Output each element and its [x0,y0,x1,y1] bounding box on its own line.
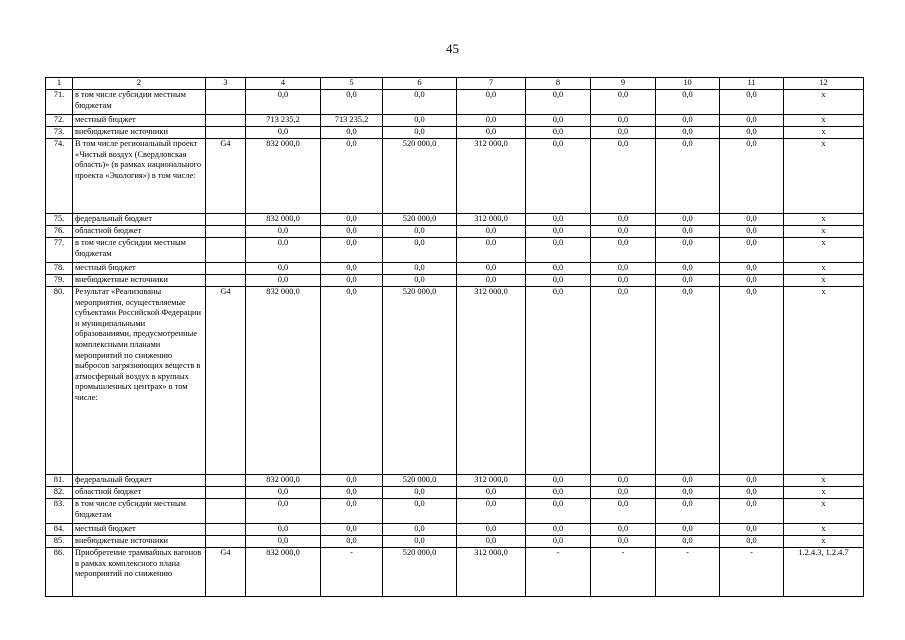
value-col-10: 0,0 [656,499,720,524]
value-col-6: 520 000,0 [383,214,457,226]
row-description: В том числе региональный проект «Чистый воздух (Свердловская область)» (в рамках национального проекта «Экология») в том числе: [73,139,206,214]
row-number: 80. [46,287,73,475]
row-description: Результат «Реализованы мероприятия, осуществляемые субъектами Российской Федерации и муниципальными образованиями, предусмотренные комплексными планами мероприятий по снижению выбросов загрязняющих веществ в атмосферный воздух в крупных промышленных центрах» в том числе: [73,287,206,475]
table-row [46,548,864,597]
value-col-4: 832 000,0 [246,548,321,597]
value-col-4: 832 000,0 [246,287,321,475]
column-number-9: 9 [591,78,656,90]
row-number: 72. [46,115,73,127]
row-reference: х [784,127,864,139]
value-col-5: 0,0 [321,287,383,475]
value-col-5: 0,0 [321,536,383,548]
value-col-8: 0,0 [526,127,591,139]
row-description: в том числе субсидии местным бюджетам [73,499,206,524]
value-col-5: 0,0 [321,499,383,524]
value-col-10: 0,0 [656,90,720,115]
value-col-4: 713 235,2 [246,115,321,127]
column-number-5: 5 [321,78,383,90]
value-col-9: 0,0 [591,263,656,275]
value-col-6: 0,0 [383,226,457,238]
column-number-2: 2 [73,78,206,90]
value-col-4: 0,0 [246,127,321,139]
value-col-5: 0,0 [321,214,383,226]
value-col-4: 0,0 [246,499,321,524]
value-col-6: 520 000,0 [383,475,457,487]
row-description: областной бюджет [73,487,206,499]
row-number: 83. [46,499,73,524]
value-col-10: 0,0 [656,287,720,475]
value-col-6: 0,0 [383,524,457,536]
value-col-4: 832 000,0 [246,475,321,487]
value-col-10: 0,0 [656,487,720,499]
value-col-7: 312 000,0 [457,139,526,214]
row-code [206,127,246,139]
value-col-8: 0,0 [526,238,591,263]
row-description: областной бюджет [73,226,206,238]
row-code [206,524,246,536]
row-code: G4 [206,287,246,475]
value-col-8: 0,0 [526,275,591,287]
row-number: 84. [46,524,73,536]
column-number-12: 12 [784,78,864,90]
value-col-9: 0,0 [591,214,656,226]
value-col-6: 0,0 [383,487,457,499]
row-reference: х [784,275,864,287]
value-col-10: 0,0 [656,536,720,548]
column-number-7: 7 [457,78,526,90]
value-col-11: 0,0 [720,275,784,287]
value-col-5: 0,0 [321,90,383,115]
value-col-8: 0,0 [526,536,591,548]
value-col-11: 0,0 [720,475,784,487]
value-col-8: 0,0 [526,90,591,115]
value-col-10: 0,0 [656,238,720,263]
value-col-4: 0,0 [246,226,321,238]
row-number: 78. [46,263,73,275]
value-col-8: 0,0 [526,263,591,275]
value-col-4: 0,0 [246,536,321,548]
row-code: G4 [206,139,246,214]
row-reference: х [784,90,864,115]
page-number: 45 [446,41,459,56]
row-number: 71. [46,90,73,115]
row-number: 74. [46,139,73,214]
value-col-5: - [321,548,383,597]
value-col-7: 0,0 [457,487,526,499]
table-row [46,263,864,275]
value-col-11: 0,0 [720,238,784,263]
value-col-9: 0,0 [591,287,656,475]
row-description: местный бюджет [73,263,206,275]
value-col-4: 0,0 [246,524,321,536]
row-reference: х [784,238,864,263]
value-col-10: 0,0 [656,263,720,275]
row-reference: х [784,115,864,127]
row-number: 73. [46,127,73,139]
value-col-7: 0,0 [457,90,526,115]
value-col-7: 0,0 [457,115,526,127]
column-number-6: 6 [383,78,457,90]
row-code [206,226,246,238]
value-col-6: 0,0 [383,275,457,287]
value-col-6: 0,0 [383,536,457,548]
value-col-11: 0,0 [720,139,784,214]
row-code [206,475,246,487]
row-description: внебюджетные источники [73,127,206,139]
table-row [46,115,864,127]
value-col-5: 0,0 [321,226,383,238]
value-col-10: 0,0 [656,275,720,287]
column-number-11: 11 [720,78,784,90]
row-number: 82. [46,487,73,499]
table-row [46,536,864,548]
row-description: в том числе субсидии местным бюджетам [73,90,206,115]
value-col-11: 0,0 [720,115,784,127]
table-header-row [46,78,864,90]
table-row [46,226,864,238]
value-col-7: 0,0 [457,226,526,238]
value-col-7: 0,0 [457,275,526,287]
value-col-5: 0,0 [321,475,383,487]
value-col-7: 0,0 [457,499,526,524]
value-col-11: 0,0 [720,90,784,115]
value-col-11: 0,0 [720,214,784,226]
value-col-11: 0,0 [720,263,784,275]
row-description: местный бюджет [73,524,206,536]
value-col-6: 0,0 [383,127,457,139]
value-col-9: 0,0 [591,475,656,487]
value-col-8: 0,0 [526,226,591,238]
value-col-7: 312 000,0 [457,214,526,226]
value-col-11: 0,0 [720,499,784,524]
value-col-7: 312 000,0 [457,548,526,597]
row-description: в том числе субсидии местным бюджетам [73,238,206,263]
value-col-11: - [720,548,784,597]
value-col-8: 0,0 [526,487,591,499]
column-number-4: 4 [246,78,321,90]
row-number: 79. [46,275,73,287]
value-col-5: 0,0 [321,238,383,263]
row-reference: х [784,475,864,487]
row-description: внебюджетные источники [73,536,206,548]
value-col-8: 0,0 [526,524,591,536]
value-col-7: 0,0 [457,536,526,548]
value-col-6: 0,0 [383,499,457,524]
value-col-9: 0,0 [591,127,656,139]
value-col-10: 0,0 [656,524,720,536]
value-col-8: 0,0 [526,475,591,487]
row-reference: х [784,524,864,536]
table-row [46,487,864,499]
value-col-6: 0,0 [383,238,457,263]
value-col-6: 0,0 [383,115,457,127]
row-description: федеральный бюджет [73,214,206,226]
value-col-9: 0,0 [591,524,656,536]
value-col-9: 0,0 [591,139,656,214]
value-col-10: 0,0 [656,127,720,139]
value-col-10: 0,0 [656,115,720,127]
value-col-5: 0,0 [321,487,383,499]
row-description: внебюджетные источники [73,275,206,287]
value-col-4: 832 000,0 [246,214,321,226]
row-reference: х [784,139,864,214]
column-number-8: 8 [526,78,591,90]
row-code [206,115,246,127]
value-col-4: 832 000,0 [246,139,321,214]
value-col-11: 0,0 [720,487,784,499]
value-col-5: 0,0 [321,263,383,275]
row-description: федеральный бюджет [73,475,206,487]
row-reference: х [784,263,864,275]
row-description: местный бюджет [73,115,206,127]
value-col-9: 0,0 [591,499,656,524]
value-col-8: 0,0 [526,115,591,127]
value-col-4: 0,0 [246,487,321,499]
value-col-5: 0,0 [321,524,383,536]
value-col-11: 0,0 [720,287,784,475]
row-reference: х [784,536,864,548]
row-number: 85. [46,536,73,548]
value-col-9: 0,0 [591,115,656,127]
column-number-3: 3 [206,78,246,90]
row-code [206,238,246,263]
table-row [46,214,864,226]
value-col-7: 0,0 [457,263,526,275]
table-row [46,499,864,524]
row-number: 81. [46,475,73,487]
table-row [46,90,864,115]
value-col-6: 520 000,0 [383,287,457,475]
table-row [46,275,864,287]
value-col-4: 0,0 [246,238,321,263]
value-col-9: 0,0 [591,238,656,263]
value-col-6: 0,0 [383,263,457,275]
row-reference: 1.2.4.3, 1.2.4.7 [784,548,864,597]
row-code [206,214,246,226]
row-reference: х [784,214,864,226]
row-reference: х [784,487,864,499]
value-col-9: 0,0 [591,275,656,287]
value-col-10: 0,0 [656,475,720,487]
table-row [46,139,864,214]
table-row [46,238,864,263]
value-col-4: 0,0 [246,275,321,287]
row-number: 75. [46,214,73,226]
value-col-6: 0,0 [383,90,457,115]
value-col-10: 0,0 [656,139,720,214]
value-col-9: 0,0 [591,487,656,499]
value-col-8: 0,0 [526,287,591,475]
row-reference: х [784,226,864,238]
value-col-6: 520 000,0 [383,548,457,597]
value-col-7: 0,0 [457,238,526,263]
value-col-9: 0,0 [591,226,656,238]
row-code [206,499,246,524]
row-code [206,536,246,548]
value-col-5: 0,0 [321,275,383,287]
value-col-7: 0,0 [457,524,526,536]
value-col-5: 0,0 [321,139,383,214]
value-col-10: - [656,548,720,597]
column-number-1: 1 [46,78,73,90]
value-col-10: 0,0 [656,214,720,226]
column-number-10: 10 [656,78,720,90]
row-number: 77. [46,238,73,263]
value-col-11: 0,0 [720,536,784,548]
row-code [206,275,246,287]
row-number: 86. [46,548,73,597]
table-row [46,127,864,139]
value-col-8: 0,0 [526,499,591,524]
table-row [46,287,864,475]
value-col-9: 0,0 [591,90,656,115]
value-col-9: - [591,548,656,597]
row-description: Приобретение трамвайных вагонов в рамках комплексного плана мероприятий по снижению [73,548,206,597]
value-col-11: 0,0 [720,524,784,536]
row-code [206,487,246,499]
row-reference: х [784,287,864,475]
value-col-5: 713 235,2 [321,115,383,127]
value-col-6: 520 000,0 [383,139,457,214]
budget-table [45,77,864,597]
value-col-7: 312 000,0 [457,475,526,487]
value-col-7: 0,0 [457,127,526,139]
row-reference: х [784,499,864,524]
value-col-11: 0,0 [720,226,784,238]
row-code [206,90,246,115]
table-row [46,475,864,487]
value-col-8: 0,0 [526,139,591,214]
value-col-5: 0,0 [321,127,383,139]
value-col-11: 0,0 [720,127,784,139]
value-col-4: 0,0 [246,90,321,115]
value-col-8: - [526,548,591,597]
table-row [46,524,864,536]
value-col-10: 0,0 [656,226,720,238]
row-number: 76. [46,226,73,238]
value-col-8: 0,0 [526,214,591,226]
row-code [206,263,246,275]
value-col-4: 0,0 [246,263,321,275]
value-col-9: 0,0 [591,536,656,548]
value-col-7: 312 000,0 [457,287,526,475]
row-code: G4 [206,548,246,597]
